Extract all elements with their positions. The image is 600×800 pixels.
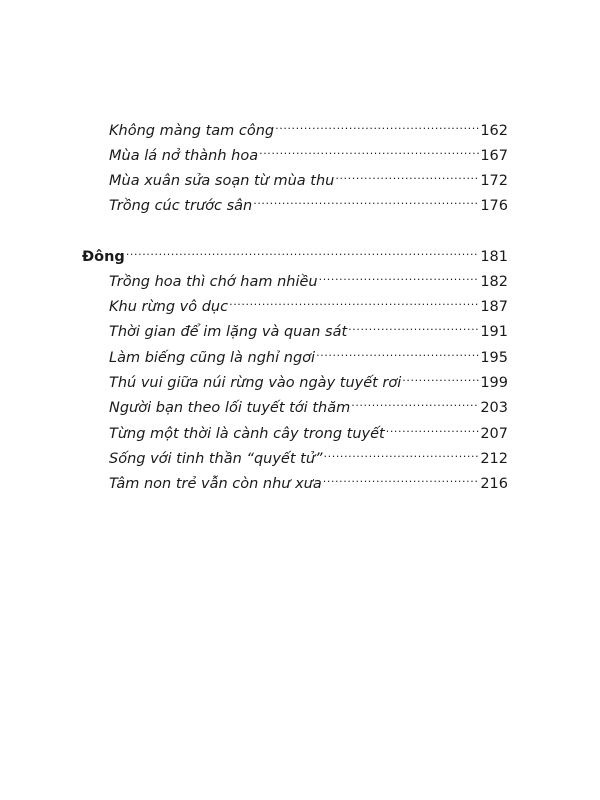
toc-entry-title: Trồng cúc trước sân bbox=[109, 198, 253, 214]
toc-entry-page: 203 bbox=[480, 400, 508, 416]
toc-entry bbox=[109, 190, 508, 216]
toc-entry-page: 187 bbox=[480, 299, 508, 315]
toc-entry-page: 216 bbox=[480, 476, 508, 492]
toc-entry bbox=[109, 115, 508, 141]
toc-dot-leader bbox=[386, 418, 480, 438]
toc-dot-leader bbox=[348, 316, 479, 336]
toc-entry bbox=[109, 165, 508, 191]
toc-entry bbox=[109, 443, 508, 469]
toc-entry-title: Tâm non trẻ vẫn còn như xưa bbox=[109, 476, 322, 492]
toc-entry-page: 176 bbox=[480, 198, 508, 214]
toc-entry-page: 182 bbox=[480, 274, 508, 290]
toc-section-page: 181 bbox=[480, 249, 508, 265]
toc-entry-page: 199 bbox=[480, 375, 508, 391]
toc-dot-leader bbox=[275, 115, 479, 135]
toc-entry-title: Thời gian để im lặng và quan sát bbox=[109, 324, 348, 340]
toc-entry-page: 195 bbox=[480, 350, 508, 366]
toc-dot-leader bbox=[259, 140, 479, 160]
toc-entry-title: Thú vui giữa núi rừng vào ngày tuyết rơi bbox=[109, 375, 402, 391]
toc-entry-title: Mùa lá nở thành hoa bbox=[109, 148, 259, 164]
toc-dot-leader bbox=[402, 367, 479, 387]
toc-entry-page: 172 bbox=[480, 173, 508, 189]
toc-dot-leader bbox=[351, 392, 479, 412]
toc-entry-title: Không màng tam công bbox=[109, 123, 275, 139]
toc-entry-title: Khu rừng vô dục bbox=[109, 299, 229, 315]
toc-section-title: Đông bbox=[82, 249, 125, 265]
toc-entry-page: 191 bbox=[480, 324, 508, 340]
toc-entry-page: 207 bbox=[480, 426, 508, 442]
toc-dot-leader bbox=[319, 266, 480, 286]
toc-entry bbox=[109, 140, 508, 166]
toc-dot-leader bbox=[126, 241, 479, 261]
toc-entry bbox=[109, 316, 508, 342]
toc-section-heading bbox=[82, 241, 508, 267]
toc-dot-leader bbox=[253, 190, 479, 210]
toc-entry-title: Sống với tinh thần “quyết tử” bbox=[109, 451, 323, 467]
toc-entry bbox=[109, 342, 508, 368]
toc-entry bbox=[109, 392, 508, 418]
toc-entry-title: Làm biếng cũng là nghỉ ngơi bbox=[109, 350, 316, 366]
toc-dot-leader bbox=[323, 468, 480, 488]
toc-entry bbox=[109, 418, 508, 444]
toc-entry-title: Từng một thời là cành cây trong tuyết bbox=[109, 426, 385, 442]
toc-entry bbox=[109, 266, 508, 292]
toc-dot-leader bbox=[229, 291, 479, 311]
toc-entry-page: 167 bbox=[480, 148, 508, 164]
toc-entry-title: Trồng hoa thì chớ ham nhiều bbox=[109, 274, 318, 290]
toc-entry bbox=[109, 291, 508, 317]
toc-entry-title: Mùa xuân sửa soạn từ mùa thu bbox=[109, 173, 335, 189]
toc-dot-leader bbox=[324, 443, 480, 463]
toc-entry bbox=[109, 367, 508, 393]
toc-entry-page: 212 bbox=[480, 451, 508, 467]
toc-dot-leader bbox=[316, 342, 479, 362]
toc-dot-leader bbox=[335, 165, 479, 185]
toc-entry bbox=[109, 468, 508, 494]
toc-entry-title: Người bạn theo lối tuyết tới thăm bbox=[109, 400, 351, 416]
toc-entry-page: 162 bbox=[480, 123, 508, 139]
